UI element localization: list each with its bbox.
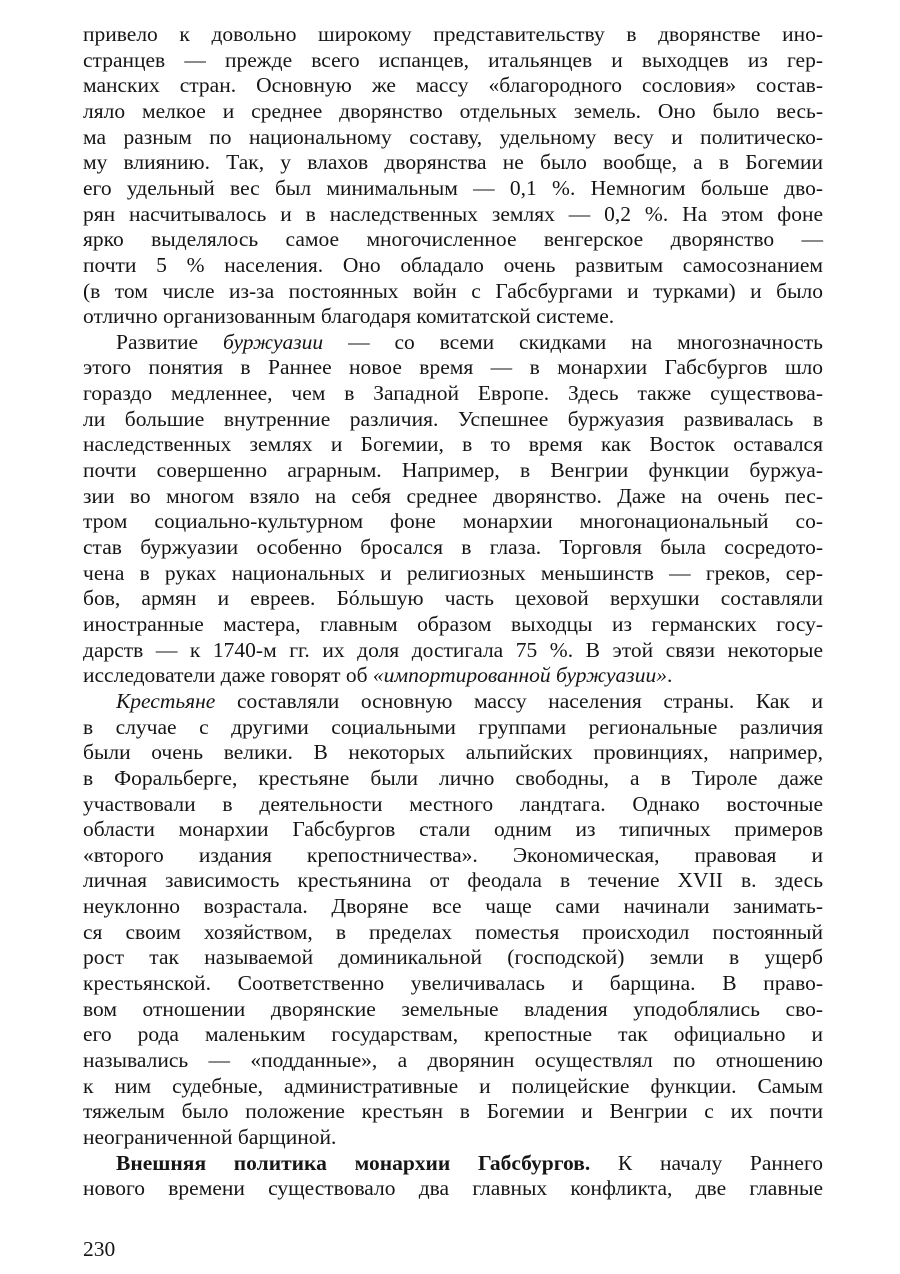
text-segment: рост так называемой доминикальной (господской) земли в ущерб [83,945,823,970]
text-segment: почти 5 % населения. Оно обладало очень развитым самосознанием [83,252,823,277]
text-segment: неограниченной барщиной. [83,1124,337,1149]
text-segment: Развитие [116,329,223,354]
text-line [83,765,823,791]
text-line [83,47,823,73]
text-italic-segment: буржуазии [223,329,324,354]
text-segment: тром социально-культурном фоне монархии многонациональный со- [83,509,823,534]
text-line [83,585,823,611]
text-segment: тяжелым было положение крестьян в Богемии и Венгрии с их почти [83,1099,823,1124]
text-segment: составляли основную массу населения страны. Как и [215,688,823,713]
text-segment: области монархии Габсбургов стали одним из типичных примеров [83,817,823,842]
text-segment: крестьянской. Соответственно увеличивалась и барщина. В право- [83,971,823,996]
text-segment: исследователи даже говорят об [83,663,373,688]
text-line [83,637,823,663]
text-line [83,1098,823,1124]
text-segment: привело к довольно широкому представительству в дворянстве ино- [83,22,823,46]
text-line [83,662,823,688]
text-segment: личная зависимость крестьянина от феодала в течение XVII в. здесь [83,868,823,893]
text-segment: ли большие внутренние различия. Успешнее буржуазия развивалась в [83,406,823,431]
text-line [83,483,823,509]
text-segment: ма разным по национальному составу, удельному весу и политическо- [83,124,823,149]
text-segment: ярко выделялось самое многочисленное венгерское дворянство — [83,227,823,252]
text-segment: чена в руках национальных и религиозных меньшинств — греков, сер- [83,560,823,585]
text-line [83,278,823,304]
text-segment: гораздо медленнее, чем в Западной Европе. Здесь также существова- [83,381,823,406]
text-line [83,816,823,842]
text-line [83,842,823,868]
text-italic-segment: Крестьяне [116,688,216,713]
text-line [83,201,823,227]
text-segment: этого понятия в Раннее новое время — в монархии Габсбургов шло [83,355,823,380]
text-segment: рян насчитывалось и в наследственных землях — 0,2 %. На этом фоне [83,201,823,226]
text-segment: участвовали в деятельности местного ландтага. Однако восточные [83,791,823,816]
text-line [83,354,823,380]
text-segment: К началу Раннего [590,1150,824,1175]
text-segment: му влиянию. Так, у влахов дворянства не было вообще, а в Богемии [83,150,823,175]
text-line [83,970,823,996]
text-line [83,893,823,919]
text-segment: его удельный вес был минимальным — 0,1 %. Немногим больше дво- [83,175,823,200]
text-segment: — со всеми скидками на многозначность [323,329,823,354]
text-line [83,149,823,175]
text-line [83,98,823,124]
text-segment: отлично организованным благодаря комитатской системе. [83,304,615,329]
text-segment: вом отношении дворянские земельные владения уподоблялись сво- [83,996,823,1021]
text-segment: . [666,663,673,688]
text-line [83,1124,823,1150]
text-line [83,611,823,637]
text-line [83,867,823,893]
text-line [83,508,823,534]
text-segment: в случае с другими социальными группами региональные различия [83,714,823,739]
text-segment: дарств — к 1740-м гг. их доля достигала 75 %. В этой связи некоторые [83,637,823,662]
text-line [83,1175,823,1201]
text-segment: странцев — прежде всего испанцев, итальянцев и выходцев из гер- [83,47,823,72]
text-segment: ся своим хозяйством, в пределах поместья происходил постоянный [83,919,823,944]
text-line [83,124,823,150]
text-segment: бов, армян и евреев. Бóльшую часть цеховой верхушки составляли [83,586,823,611]
text-segment: иностранные мастера, главным образом выходцы из германских госу- [83,611,823,636]
text-line [83,1047,823,1073]
text-line [83,431,823,457]
text-line [83,1021,823,1047]
text-bold-segment: Внешняя политика монархии Габсбургов. [116,1150,591,1175]
text-line [83,72,823,98]
text-line [83,226,823,252]
text-line [83,791,823,817]
text-segment: назывались — «подданные», а дворянин осуществлял по отношению [83,1048,823,1072]
text-line [116,1150,823,1176]
text-segment: зии во многом взяло на себя среднее дворянство. Даже на очень пес- [83,483,823,508]
text-line [83,175,823,201]
text-segment: неуклонно возрастала. Дворяне все чаще сами начинали занимать- [83,894,823,919]
text-line [83,252,823,278]
text-line [83,534,823,560]
text-segment: манских стран. Основную же массу «благородного сословия» состав- [83,73,823,98]
text-segment: став буржуазии особенно бросался в глаза. Торговля была сосредото- [83,535,823,559]
book-page [83,14,824,1261]
text-line [83,714,823,740]
text-segment: в Форальберге, крестьяне были лично свободны, а в Тироле даже [83,765,823,790]
page-number: 230 [83,1237,116,1261]
text-segment: нового времени существовало два главных конфликта, две главные [83,1176,823,1201]
text-line [83,560,823,586]
text-line [116,329,823,355]
text-segment: наследственных землях и Богемии, в то время как Восток оставался [83,432,823,457]
text-line [83,739,823,765]
text-line [83,380,823,406]
text-line [83,919,823,945]
text-line [83,1073,823,1099]
text-line [83,457,823,483]
text-line [116,688,823,714]
text-line [83,21,823,47]
text-line [83,996,823,1022]
text-segment: ляло мелкое и среднее дворянство отдельных земель. Оно было весь- [83,98,823,123]
text-segment: почти совершенно аграрным. Например, в Венгрии функции буржуа- [83,458,823,483]
text-line [83,944,823,970]
text-italic-segment: «импортированной буржуазии» [372,663,667,688]
text-segment: к ним судебные, административные и полицейские функции. Самым [83,1073,823,1098]
text-segment: «второго издания крепостничества». Экономическая, правовая и [83,842,823,867]
text-line [83,303,823,329]
text-segment: его рода маленьким государствам, крепостные так официально и [83,1022,823,1047]
text-line [83,406,823,432]
text-segment: были очень велики. В некоторых альпийских провинциях, например, [83,740,823,765]
text-segment: (в том числе из-за постоянных войн с Габсбургами и турками) и было [83,278,823,303]
